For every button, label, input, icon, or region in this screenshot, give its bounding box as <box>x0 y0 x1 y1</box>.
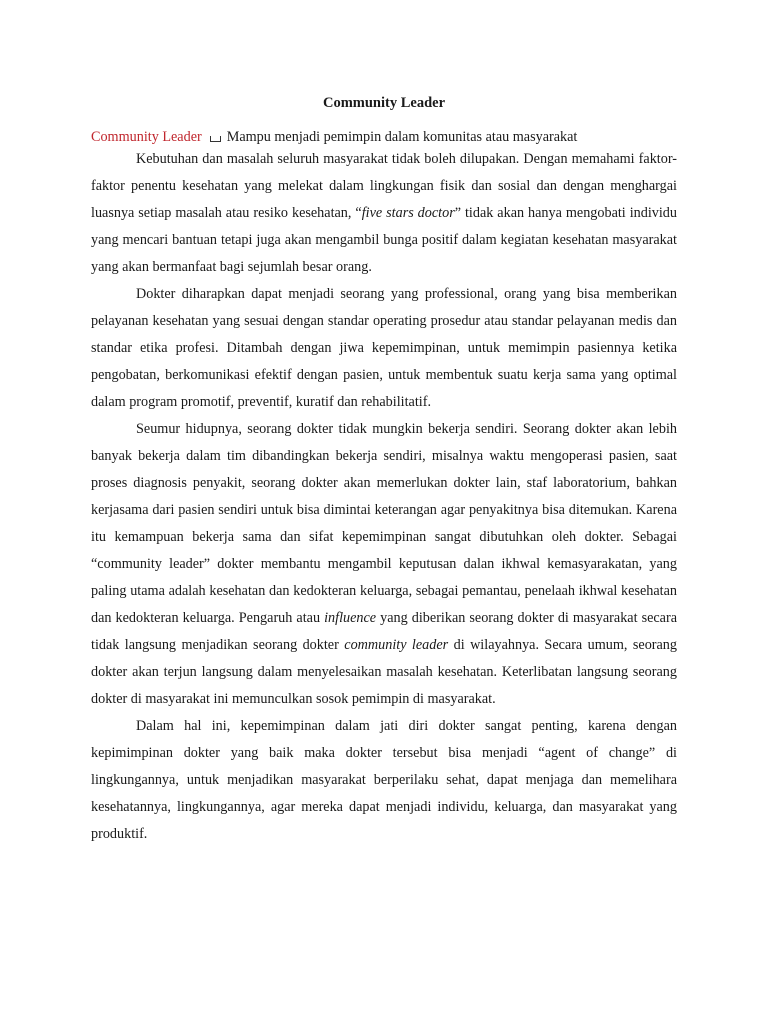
italic-text: community leader <box>344 637 449 653</box>
paragraph-text: Seumur hidupnya, seorang dokter tidak mungkin bekerja sendiri. Seorang dokter akan lebih banyak bekerja dalam tim dibandingkan bekerja sendiri, misalnya waktu mengoperasi pasien, saat proses diagnosis penyakit, seorang dokter akan memerlukan dokter lain, staf laboratorium, bahkan kerjasama dari pasien sendiri untuk bisa dimintai keterangan agar penyakitnya bisa ditemukan. Karena itu kemampuan bekerja sama dan sifat kepemimpinan sangat dibutuhkan oleh dokter. Sebagai “community leader” dokter membantu mengambil keputusan dalan ikhwal kemasyarakatan, yang paling utama adalah kesehatan dan kedokteran keluarga, sebagai pemantau, penelaah ikhwal kesehatan dan kedokteran keluarga. Pengaruh atau <box>91 421 677 626</box>
italic-text: five stars doctor <box>361 205 455 221</box>
paragraph-text: yang diberikan seorang dokter di masyarakat secara tidak langsung menjadikan seorang dokter <box>91 610 678 653</box>
body-paragraph <box>91 713 677 848</box>
document-body <box>91 146 677 848</box>
paragraph-text: Dokter diharapkan dapat menjadi seorang yang professional, orang yang bisa memberikan pelayanan kesehatan yang sesuai dengan standar operating prosedur atau standar pelayanan medis dan standar etika profesi. Ditambah dengan jiwa kepemimpinan, untuk memimpin pasiennya ketika pengobatan, berkomunikasi efektif dengan pasien, untuk membentuk suatu kerja sama yang optimal dalam program promotif, preventif, kuratif dan rehabilitatif. <box>91 286 677 410</box>
paragraph-text: di wilayahnya. Secara umum, seorang dokter akan terjun langsung dalam menyelesaikan masalah kesehatan. Keterlibatan langsung seorang dokter di masyarakat ini memunculkan sosok pemimpin di masyarakat. <box>91 637 677 707</box>
document-title: Community Leader <box>322 95 446 111</box>
italic-text: influence <box>324 610 377 626</box>
body-paragraph <box>91 281 677 416</box>
paragraph-text: ” tidak akan hanya mengobati individu yang mencari bantuan tetapi juga akan mengambil bunga positif dalam kegiatan kesehatan masyarakat yang akan bermanfaat bagi sejumlah besar orang. <box>91 205 677 275</box>
intro-definition: Mampu menjadi pemimpin dalam komunitas atau masyarakat <box>226 129 578 145</box>
body-paragraph <box>91 416 677 713</box>
space-marker-icon <box>210 136 221 142</box>
paragraph-text: Kebutuhan dan masalah seluruh masyarakat tidak boleh dilupakan. Dengan memahami faktor-faktor penentu kesehatan yang melekat dalam lingkungan fisik dan sosial dan dengan menghargai luasnya setiap masalah atau resiko kesehatan, “ <box>91 151 677 221</box>
paragraph-text: Dalam hal ini, kepemimpinan dalam jati diri dokter sangat penting, karena dengan kepimimpinan dokter yang baik maka dokter tersebut bisa menjadi “agent of change” di lingkungannya, untuk menjadikan masyarakat berperilaku sehat, dapat menjaga dan memelihara kesehatannya, lingkungannya, agar mereka dapat menjadi individu, keluarga, dan masyarakat yang produktif. <box>91 718 677 842</box>
body-paragraph <box>91 146 677 281</box>
intro-term: Community Leader <box>91 129 202 145</box>
intro-line <box>91 128 691 146</box>
